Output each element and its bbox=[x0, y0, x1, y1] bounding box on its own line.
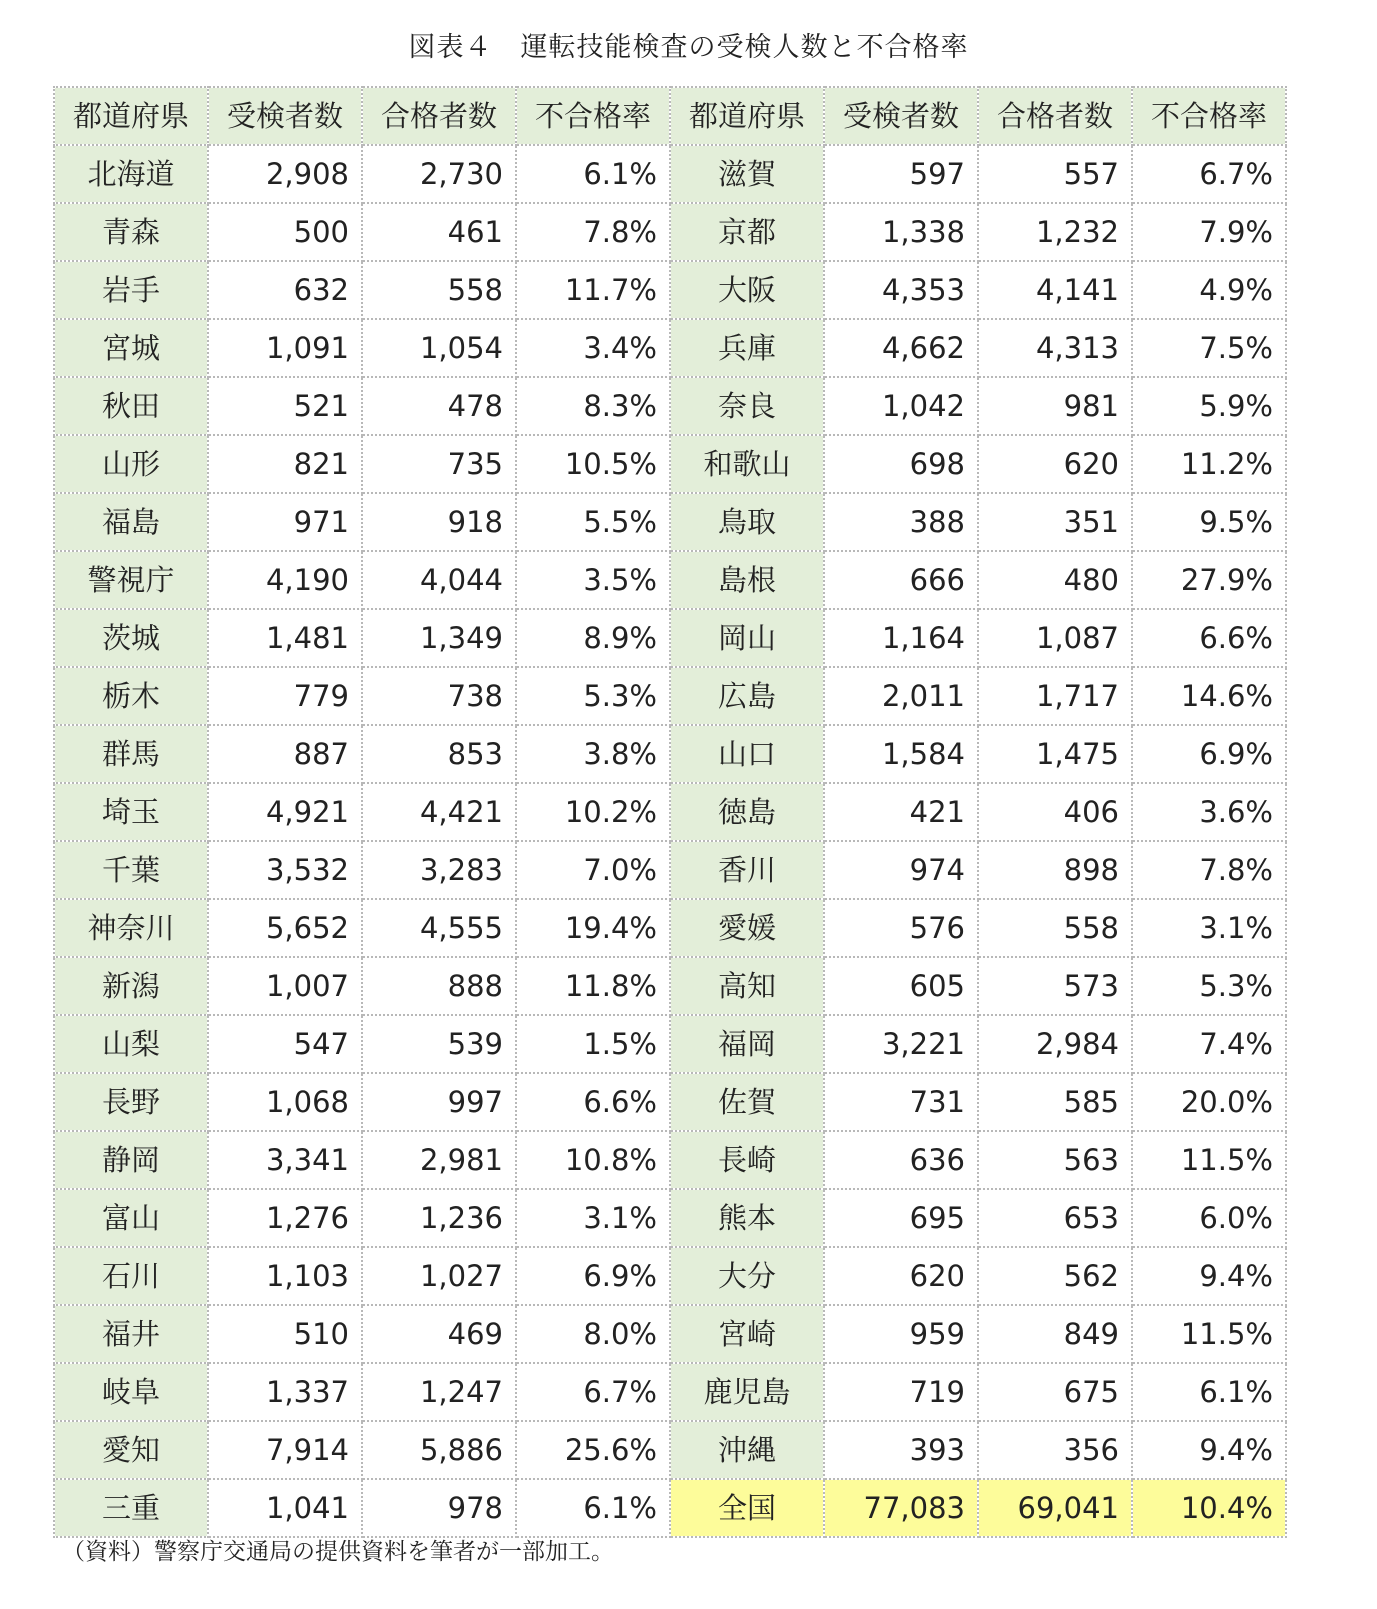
table-row bbox=[54, 435, 1286, 493]
national-total-passed-cell: 69,041 bbox=[978, 1479, 1132, 1537]
passed-cell: 539 bbox=[362, 1015, 516, 1073]
prefecture-cell: 秋田 bbox=[54, 377, 208, 435]
fail-rate-cell: 27.9% bbox=[1132, 551, 1286, 609]
passed-cell: 4,421 bbox=[362, 783, 516, 841]
prefecture-cell: 山梨 bbox=[54, 1015, 208, 1073]
header-examinees: 受検者数 bbox=[208, 87, 362, 145]
examinees-cell: 4,353 bbox=[824, 261, 978, 319]
examinees-cell: 1,481 bbox=[208, 609, 362, 667]
prefecture-cell: 広島 bbox=[670, 667, 824, 725]
passed-cell: 2,984 bbox=[978, 1015, 1132, 1073]
fail-rate-cell: 7.8% bbox=[516, 203, 670, 261]
examinees-cell: 7,914 bbox=[208, 1421, 362, 1479]
passed-cell: 853 bbox=[362, 725, 516, 783]
examinees-cell: 1,091 bbox=[208, 319, 362, 377]
fail-rate-cell: 20.0% bbox=[1132, 1073, 1286, 1131]
passed-cell: 978 bbox=[362, 1479, 516, 1537]
fail-rate-cell: 11.8% bbox=[516, 957, 670, 1015]
passed-cell: 4,313 bbox=[978, 319, 1132, 377]
fail-rate-cell: 8.3% bbox=[516, 377, 670, 435]
examinees-cell: 1,338 bbox=[824, 203, 978, 261]
table-body bbox=[54, 145, 1286, 1537]
fail-rate-cell: 3.8% bbox=[516, 725, 670, 783]
examinees-cell: 719 bbox=[824, 1363, 978, 1421]
fail-rate-cell: 6.9% bbox=[516, 1247, 670, 1305]
table-row bbox=[54, 783, 1286, 841]
prefecture-cell: 長野 bbox=[54, 1073, 208, 1131]
fail-rate-cell: 6.0% bbox=[1132, 1189, 1286, 1247]
fail-rate-cell: 11.5% bbox=[1132, 1305, 1286, 1363]
examinees-cell: 597 bbox=[824, 145, 978, 203]
passed-cell: 1,475 bbox=[978, 725, 1132, 783]
fail-rate-cell: 8.9% bbox=[516, 609, 670, 667]
examinees-cell: 731 bbox=[824, 1073, 978, 1131]
passed-cell: 480 bbox=[978, 551, 1132, 609]
examinees-cell: 4,662 bbox=[824, 319, 978, 377]
examinees-cell: 2,908 bbox=[208, 145, 362, 203]
table-row bbox=[54, 1479, 1286, 1537]
fail-rate-cell: 3.1% bbox=[1132, 899, 1286, 957]
fail-rate-cell: 5.5% bbox=[516, 493, 670, 551]
table-row bbox=[54, 841, 1286, 899]
source-note: （資料）警察庁交通局の提供資料を筆者が一部加工。 bbox=[62, 1539, 614, 1565]
fail-rate-cell: 8.0% bbox=[516, 1305, 670, 1363]
examinees-cell: 1,042 bbox=[824, 377, 978, 435]
examinees-cell: 1,276 bbox=[208, 1189, 362, 1247]
examinees-cell: 3,221 bbox=[824, 1015, 978, 1073]
passed-cell: 1,247 bbox=[362, 1363, 516, 1421]
examinees-cell: 521 bbox=[208, 377, 362, 435]
fail-rate-cell: 3.5% bbox=[516, 551, 670, 609]
examinees-cell: 971 bbox=[208, 493, 362, 551]
header-fail-rate: 不合格率 bbox=[1132, 87, 1286, 145]
table-row bbox=[54, 1363, 1286, 1421]
fail-rate-cell: 6.1% bbox=[516, 145, 670, 203]
examinees-cell: 1,337 bbox=[208, 1363, 362, 1421]
fail-rate-cell: 6.9% bbox=[1132, 725, 1286, 783]
examinees-cell: 393 bbox=[824, 1421, 978, 1479]
fail-rate-cell: 7.0% bbox=[516, 841, 670, 899]
prefecture-cell: 埼玉 bbox=[54, 783, 208, 841]
examinees-cell: 1,041 bbox=[208, 1479, 362, 1537]
prefecture-cell: 北海道 bbox=[54, 145, 208, 203]
fail-rate-cell: 7.8% bbox=[1132, 841, 1286, 899]
passed-cell: 1,232 bbox=[978, 203, 1132, 261]
prefecture-cell: 静岡 bbox=[54, 1131, 208, 1189]
table-row bbox=[54, 203, 1286, 261]
driving-test-table bbox=[53, 86, 1287, 1538]
passed-cell: 478 bbox=[362, 377, 516, 435]
examinees-cell: 421 bbox=[824, 783, 978, 841]
passed-cell: 1,087 bbox=[978, 609, 1132, 667]
passed-cell: 573 bbox=[978, 957, 1132, 1015]
passed-cell: 1,027 bbox=[362, 1247, 516, 1305]
passed-cell: 1,349 bbox=[362, 609, 516, 667]
passed-cell: 5,886 bbox=[362, 1421, 516, 1479]
fail-rate-cell: 14.6% bbox=[1132, 667, 1286, 725]
prefecture-cell: 奈良 bbox=[670, 377, 824, 435]
examinees-cell: 887 bbox=[208, 725, 362, 783]
prefecture-cell: 群馬 bbox=[54, 725, 208, 783]
passed-cell: 1,717 bbox=[978, 667, 1132, 725]
examinees-cell: 1,584 bbox=[824, 725, 978, 783]
prefecture-cell: 熊本 bbox=[670, 1189, 824, 1247]
header-passed: 合格者数 bbox=[978, 87, 1132, 145]
examinees-cell: 779 bbox=[208, 667, 362, 725]
fail-rate-cell: 5.9% bbox=[1132, 377, 1286, 435]
examinees-cell: 959 bbox=[824, 1305, 978, 1363]
prefecture-cell: 兵庫 bbox=[670, 319, 824, 377]
passed-cell: 558 bbox=[362, 261, 516, 319]
fail-rate-cell: 6.7% bbox=[516, 1363, 670, 1421]
table-row bbox=[54, 1189, 1286, 1247]
prefecture-cell: 滋賀 bbox=[670, 145, 824, 203]
prefecture-cell: 佐賀 bbox=[670, 1073, 824, 1131]
fail-rate-cell: 9.4% bbox=[1132, 1421, 1286, 1479]
examinees-cell: 500 bbox=[208, 203, 362, 261]
examinees-cell: 4,921 bbox=[208, 783, 362, 841]
passed-cell: 675 bbox=[978, 1363, 1132, 1421]
passed-cell: 406 bbox=[978, 783, 1132, 841]
fail-rate-cell: 6.1% bbox=[516, 1479, 670, 1537]
passed-cell: 997 bbox=[362, 1073, 516, 1131]
table-row bbox=[54, 551, 1286, 609]
examinees-cell: 3,532 bbox=[208, 841, 362, 899]
table-row bbox=[54, 899, 1286, 957]
prefecture-cell: 茨城 bbox=[54, 609, 208, 667]
passed-cell: 2,981 bbox=[362, 1131, 516, 1189]
examinees-cell: 636 bbox=[824, 1131, 978, 1189]
fail-rate-cell: 6.6% bbox=[1132, 609, 1286, 667]
fail-rate-cell: 3.1% bbox=[516, 1189, 670, 1247]
fail-rate-cell: 6.7% bbox=[1132, 145, 1286, 203]
prefecture-cell: 三重 bbox=[54, 1479, 208, 1537]
prefecture-cell: 神奈川 bbox=[54, 899, 208, 957]
header-row bbox=[54, 87, 1286, 145]
passed-cell: 4,555 bbox=[362, 899, 516, 957]
passed-cell: 849 bbox=[978, 1305, 1132, 1363]
prefecture-cell: 宮崎 bbox=[670, 1305, 824, 1363]
table-row bbox=[54, 319, 1286, 377]
passed-cell: 351 bbox=[978, 493, 1132, 551]
fail-rate-cell: 11.5% bbox=[1132, 1131, 1286, 1189]
examinees-cell: 666 bbox=[824, 551, 978, 609]
passed-cell: 469 bbox=[362, 1305, 516, 1363]
prefecture-cell: 栃木 bbox=[54, 667, 208, 725]
prefecture-cell: 香川 bbox=[670, 841, 824, 899]
header-passed: 合格者数 bbox=[362, 87, 516, 145]
fail-rate-cell: 11.7% bbox=[516, 261, 670, 319]
fail-rate-cell: 19.4% bbox=[516, 899, 670, 957]
prefecture-cell: 新潟 bbox=[54, 957, 208, 1015]
passed-cell: 738 bbox=[362, 667, 516, 725]
table-row bbox=[54, 725, 1286, 783]
table-row bbox=[54, 1421, 1286, 1479]
table-row bbox=[54, 667, 1286, 725]
national-total-fail-rate-cell: 10.4% bbox=[1132, 1479, 1286, 1537]
fail-rate-cell: 9.5% bbox=[1132, 493, 1286, 551]
fail-rate-cell: 4.9% bbox=[1132, 261, 1286, 319]
prefecture-cell: 岡山 bbox=[670, 609, 824, 667]
prefecture-cell: 和歌山 bbox=[670, 435, 824, 493]
header-fail-rate: 不合格率 bbox=[516, 87, 670, 145]
examinees-cell: 1,068 bbox=[208, 1073, 362, 1131]
prefecture-cell: 千葉 bbox=[54, 841, 208, 899]
table-row bbox=[54, 1073, 1286, 1131]
fail-rate-cell: 10.5% bbox=[516, 435, 670, 493]
examinees-cell: 821 bbox=[208, 435, 362, 493]
prefecture-cell: 鹿児島 bbox=[670, 1363, 824, 1421]
prefecture-cell: 警視庁 bbox=[54, 551, 208, 609]
table-row bbox=[54, 1305, 1286, 1363]
examinees-cell: 510 bbox=[208, 1305, 362, 1363]
prefecture-cell: 沖縄 bbox=[670, 1421, 824, 1479]
prefecture-cell: 愛知 bbox=[54, 1421, 208, 1479]
prefecture-cell: 福岡 bbox=[670, 1015, 824, 1073]
passed-cell: 558 bbox=[978, 899, 1132, 957]
passed-cell: 356 bbox=[978, 1421, 1132, 1479]
passed-cell: 1,236 bbox=[362, 1189, 516, 1247]
examinees-cell: 1,103 bbox=[208, 1247, 362, 1305]
examinees-cell: 620 bbox=[824, 1247, 978, 1305]
passed-cell: 585 bbox=[978, 1073, 1132, 1131]
passed-cell: 888 bbox=[362, 957, 516, 1015]
passed-cell: 4,044 bbox=[362, 551, 516, 609]
table-row bbox=[54, 609, 1286, 667]
passed-cell: 557 bbox=[978, 145, 1132, 203]
prefecture-cell: 石川 bbox=[54, 1247, 208, 1305]
prefecture-cell: 山形 bbox=[54, 435, 208, 493]
examinees-cell: 605 bbox=[824, 957, 978, 1015]
fail-rate-cell: 1.5% bbox=[516, 1015, 670, 1073]
examinees-cell: 698 bbox=[824, 435, 978, 493]
fail-rate-cell: 5.3% bbox=[516, 667, 670, 725]
passed-cell: 918 bbox=[362, 493, 516, 551]
passed-cell: 981 bbox=[978, 377, 1132, 435]
national-total-prefecture-cell: 全国 bbox=[670, 1479, 824, 1537]
passed-cell: 898 bbox=[978, 841, 1132, 899]
prefecture-cell: 鳥取 bbox=[670, 493, 824, 551]
prefecture-cell: 長崎 bbox=[670, 1131, 824, 1189]
figure-title: 図表４ 運転技能検査の受検人数と不合格率 bbox=[408, 32, 969, 63]
prefecture-cell: 愛媛 bbox=[670, 899, 824, 957]
fail-rate-cell: 10.8% bbox=[516, 1131, 670, 1189]
fail-rate-cell: 10.2% bbox=[516, 783, 670, 841]
table-row bbox=[54, 1247, 1286, 1305]
prefecture-cell: 大阪 bbox=[670, 261, 824, 319]
fail-rate-cell: 3.6% bbox=[1132, 783, 1286, 841]
table-row bbox=[54, 957, 1286, 1015]
passed-cell: 620 bbox=[978, 435, 1132, 493]
passed-cell: 461 bbox=[362, 203, 516, 261]
prefecture-cell: 高知 bbox=[670, 957, 824, 1015]
table-row bbox=[54, 1131, 1286, 1189]
examinees-cell: 547 bbox=[208, 1015, 362, 1073]
prefecture-cell: 山口 bbox=[670, 725, 824, 783]
examinees-cell: 632 bbox=[208, 261, 362, 319]
table-row bbox=[54, 261, 1286, 319]
examinees-cell: 576 bbox=[824, 899, 978, 957]
examinees-cell: 3,341 bbox=[208, 1131, 362, 1189]
passed-cell: 653 bbox=[978, 1189, 1132, 1247]
fail-rate-cell: 7.4% bbox=[1132, 1015, 1286, 1073]
examinees-cell: 2,011 bbox=[824, 667, 978, 725]
examinees-cell: 4,190 bbox=[208, 551, 362, 609]
prefecture-cell: 福島 bbox=[54, 493, 208, 551]
prefecture-cell: 徳島 bbox=[670, 783, 824, 841]
passed-cell: 2,730 bbox=[362, 145, 516, 203]
passed-cell: 4,141 bbox=[978, 261, 1132, 319]
prefecture-cell: 島根 bbox=[670, 551, 824, 609]
examinees-cell: 388 bbox=[824, 493, 978, 551]
table-row bbox=[54, 145, 1286, 203]
fail-rate-cell: 9.4% bbox=[1132, 1247, 1286, 1305]
examinees-cell: 5,652 bbox=[208, 899, 362, 957]
passed-cell: 562 bbox=[978, 1247, 1132, 1305]
table-row bbox=[54, 1015, 1286, 1073]
fail-rate-cell: 11.2% bbox=[1132, 435, 1286, 493]
prefecture-cell: 宮城 bbox=[54, 319, 208, 377]
prefecture-cell: 大分 bbox=[670, 1247, 824, 1305]
header-examinees: 受検者数 bbox=[824, 87, 978, 145]
prefecture-cell: 岐阜 bbox=[54, 1363, 208, 1421]
examinees-cell: 695 bbox=[824, 1189, 978, 1247]
table-row bbox=[54, 377, 1286, 435]
header-prefecture: 都道府県 bbox=[54, 87, 208, 145]
national-total-examinees-cell: 77,083 bbox=[824, 1479, 978, 1537]
fail-rate-cell: 7.5% bbox=[1132, 319, 1286, 377]
header-prefecture: 都道府県 bbox=[670, 87, 824, 145]
examinees-cell: 974 bbox=[824, 841, 978, 899]
fail-rate-cell: 6.1% bbox=[1132, 1363, 1286, 1421]
prefecture-cell: 富山 bbox=[54, 1189, 208, 1247]
prefecture-cell: 福井 bbox=[54, 1305, 208, 1363]
passed-cell: 563 bbox=[978, 1131, 1132, 1189]
passed-cell: 1,054 bbox=[362, 319, 516, 377]
passed-cell: 3,283 bbox=[362, 841, 516, 899]
fail-rate-cell: 6.6% bbox=[516, 1073, 670, 1131]
prefecture-cell: 岩手 bbox=[54, 261, 208, 319]
fail-rate-cell: 25.6% bbox=[516, 1421, 670, 1479]
examinees-cell: 1,007 bbox=[208, 957, 362, 1015]
prefecture-cell: 京都 bbox=[670, 203, 824, 261]
examinees-cell: 1,164 bbox=[824, 609, 978, 667]
table-row bbox=[54, 493, 1286, 551]
prefecture-cell: 青森 bbox=[54, 203, 208, 261]
passed-cell: 735 bbox=[362, 435, 516, 493]
fail-rate-cell: 5.3% bbox=[1132, 957, 1286, 1015]
fail-rate-cell: 7.9% bbox=[1132, 203, 1286, 261]
fail-rate-cell: 3.4% bbox=[516, 319, 670, 377]
